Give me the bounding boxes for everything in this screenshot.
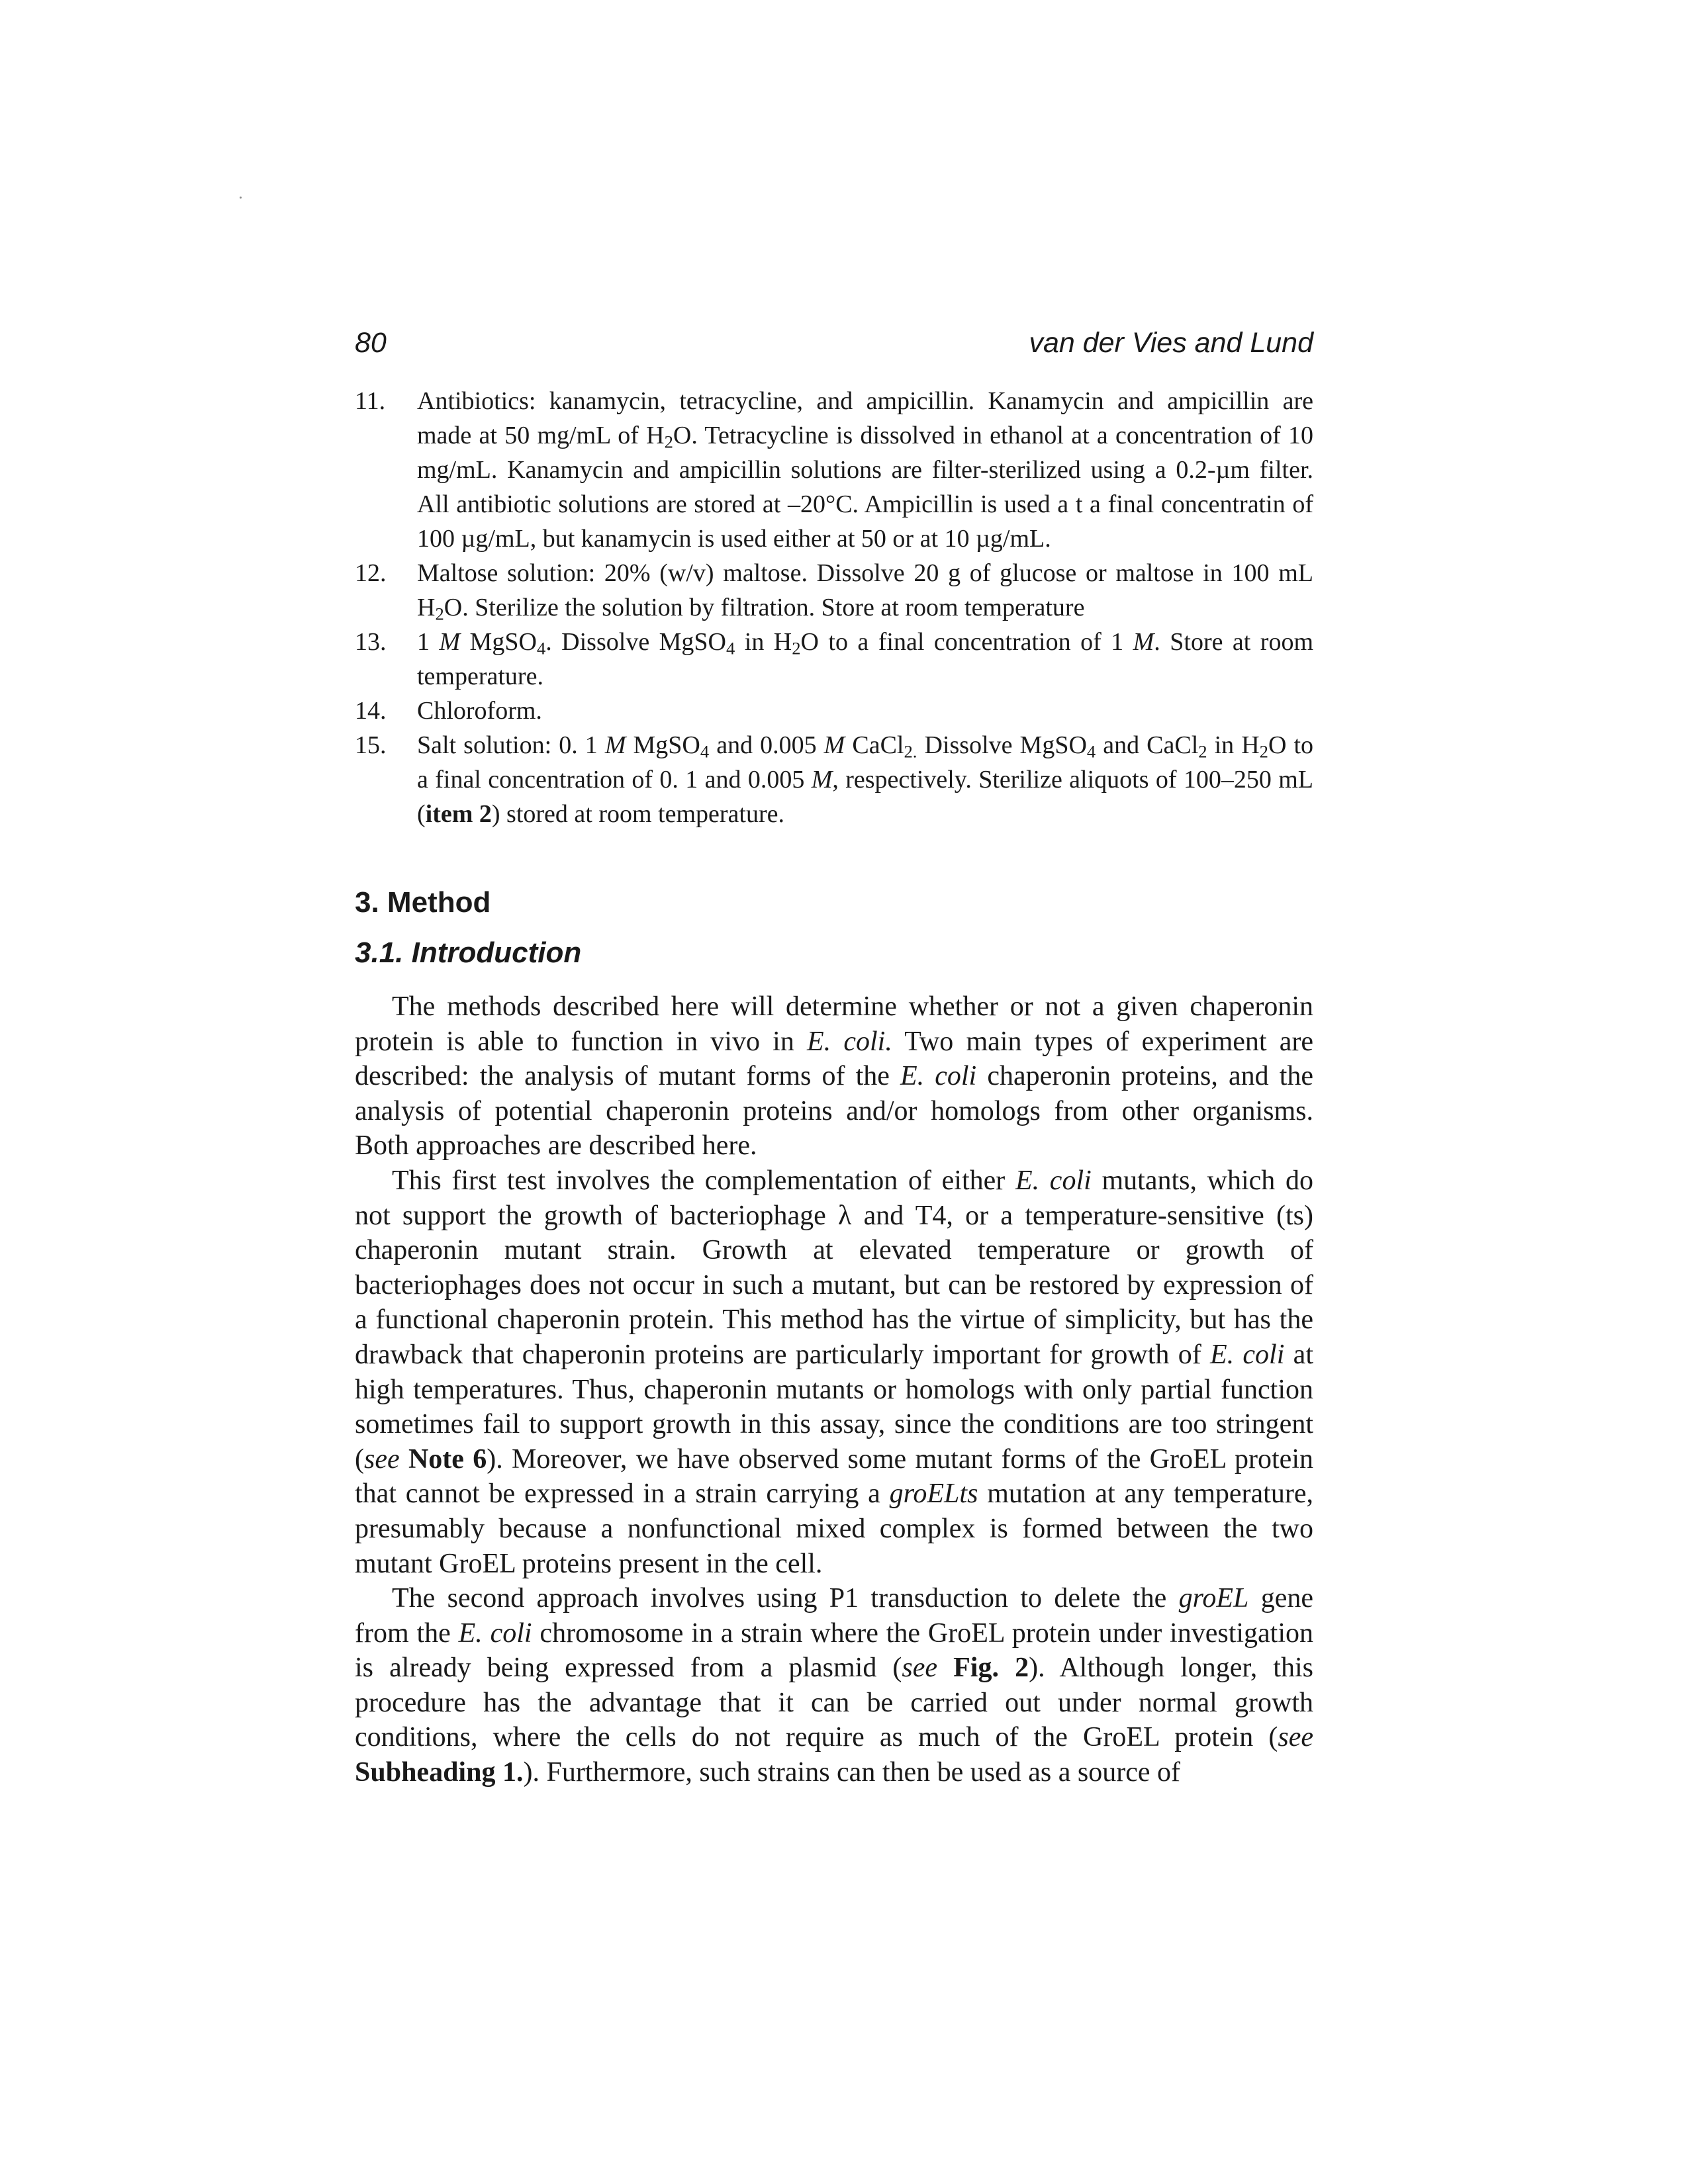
bold-text: Fig. 2: [953, 1653, 1029, 1684]
text-run: Salt solution: 0. 1: [417, 731, 605, 759]
text-run: chaperonin proteins, and the analysis of potential chaperonin proteins and/or homologs from other organisms. Both approaches are described here.: [355, 1061, 1314, 1161]
paragraph: [355, 1163, 1313, 1581]
text-run: . Store at room temperature.: [417, 628, 1314, 690]
text-run: . Dissolve MgSO: [545, 628, 727, 656]
italic-text: see: [902, 1653, 938, 1684]
text-run: O to a final concentration of 1: [800, 628, 1133, 656]
subscript: 4: [726, 638, 735, 659]
text-run: The methods described here will determine whether or not a given chaperonin protein is able to function in vivo in: [355, 991, 1313, 1057]
italic-text: M: [823, 731, 845, 759]
italic-text: E. coli.: [807, 1026, 892, 1057]
list-item-number: 12.: [355, 559, 387, 587]
subscript: 2: [792, 638, 801, 659]
italic-text: see: [364, 1443, 400, 1475]
page-number: 80: [355, 327, 387, 359]
subsection-heading: 3.1. Introduction: [355, 936, 582, 969]
list-item-number: 14.: [355, 697, 387, 725]
italic-text: groELts: [889, 1479, 978, 1510]
italic-text: M: [604, 731, 626, 759]
italic-text: M: [439, 628, 461, 656]
text-run: chromosome in a strain where the GroEL protein under investigation is already being expressed from a plasmid (: [355, 1617, 1314, 1684]
text-run: , respectively. Sterilize aliquots of 100–250 mL (: [417, 766, 1313, 828]
subscript: 2: [664, 432, 673, 452]
text-run: Two main types of experiment are described: the analysis of mutant forms of the: [355, 1026, 1314, 1092]
text-run: 1: [417, 628, 440, 656]
text-run: Maltose solution: 20% (w/v) maltose. Dissolve 20 g of glucose or maltose in 100 mL H: [417, 559, 1313, 621]
text-run: ) stored at room temperature.: [491, 800, 784, 828]
list-item: [355, 728, 1313, 831]
text-run: at high temperatures. Thus, chaperonin mutants or homologs with only partial function sometimes fail to support growth in this assay, since the conditions are too stringent (: [355, 1339, 1313, 1475]
italic-text: groEL: [1178, 1583, 1249, 1614]
italic-text: M: [811, 766, 833, 794]
list-item: [355, 384, 1313, 556]
page-header: [355, 323, 1313, 363]
text-run: CaCl: [845, 731, 904, 759]
list-item: [355, 694, 1313, 728]
text-run: MgSO: [460, 628, 537, 656]
subscript: 2: [1259, 741, 1268, 762]
subscript: 4: [1086, 741, 1096, 762]
text-run: mutants, which do not support the growth of bacteriophage λ and T4, or a temperature-sensitive (ts) chaperonin mutant strain. Growth at elevated temperature or growth of bacteriophages does not occur in such a mutant, but can be restored by expression of a functional chaperonin protein. This method has the virtue of simplicity, but has the drawback that chaperonin proteins are particularly important for growth of: [355, 1165, 1313, 1370]
list-item: [355, 625, 1313, 694]
text-run: [400, 1444, 408, 1475]
list-item-number: 15.: [355, 731, 387, 759]
list-item: [355, 556, 1313, 625]
italic-text: E. coli: [1209, 1339, 1285, 1370]
text-run: The second approach involves using P1 transduction to delete the: [392, 1583, 1179, 1614]
paragraph: [355, 1581, 1313, 1790]
text-run: [937, 1653, 953, 1683]
italic-text: see: [1278, 1722, 1313, 1753]
text-run: O. Sterilize the solution by filtration. Store at room temperature: [444, 594, 1085, 621]
introduction-body: [355, 989, 1313, 1790]
italic-text: E. coli: [1015, 1165, 1092, 1196]
subscript: 2: [1198, 741, 1207, 762]
text-run: O to a final concentration of 0. 1 and 0.005: [417, 731, 1314, 794]
subscript: 2.: [904, 741, 917, 762]
text-run: ). Moreover, we have observed some mutant forms of the GroEL protein that cannot be expressed in a strain carrying a: [355, 1443, 1313, 1510]
text-run: MgSO: [626, 731, 700, 759]
subscript: 4: [700, 741, 710, 762]
bold-text: Note 6: [408, 1443, 487, 1475]
section-heading: 3. Method: [355, 886, 491, 919]
italic-text: M: [1133, 628, 1154, 656]
text-run: ). Furthermore, such strains can then be used as a source of: [523, 1757, 1180, 1788]
bold-text: item 2: [425, 800, 492, 828]
list-item-number: 13.: [355, 628, 387, 656]
bold-text: Subheading 1.: [355, 1757, 524, 1788]
italic-text: E. coli: [900, 1061, 977, 1092]
subscript: 4: [536, 638, 546, 659]
text-run: and CaCl: [1096, 731, 1199, 759]
text-run: in H: [1207, 731, 1260, 759]
text-run: mutation at any temperature, presumably because a nonfunctional mixed complex is formed between the two mutant GroEL proteins present in the cell.: [355, 1479, 1313, 1579]
text-run: O. Tetracycline is dissolved in ethanol at a concentration of 10 mg/mL. Kanamycin and ampicillin solutions are filter-sterilized using a 0.2-µm filter. All antibiotic solutions are stored at –20°C. Ampicillin is used a t a final concentratin of 100 µg/mL, but kanamycin is used either at 50 or at 10 µg/mL.: [417, 422, 1313, 553]
list-item-number: 11.: [355, 387, 386, 415]
running-title: van der Vies and Lund: [1029, 327, 1313, 359]
scan-speck: [240, 197, 242, 199]
text-run: gene from the: [355, 1583, 1313, 1649]
text-run: ). Although longer, this procedure has the advantage that it can be carried out under normal growth conditions, where the cells do not require as much of the GroEL protein (: [355, 1653, 1313, 1753]
text-run: Chloroform.: [417, 697, 542, 725]
italic-text: E. coli: [458, 1617, 532, 1649]
text-run: This first test involves the complementation of either: [392, 1165, 1015, 1196]
text-run: in H: [735, 628, 792, 656]
text-run: and 0.005: [709, 731, 824, 759]
text-run: Antibiotics: kanamycin, tetracycline, and ampicillin. Kanamycin and ampicillin are made at 50 mg/mL of H: [417, 387, 1313, 449]
text-run: Dissolve MgSO: [917, 731, 1087, 759]
paragraph: [355, 989, 1313, 1163]
subscript: 2: [435, 604, 444, 624]
materials-list: [355, 384, 1313, 831]
